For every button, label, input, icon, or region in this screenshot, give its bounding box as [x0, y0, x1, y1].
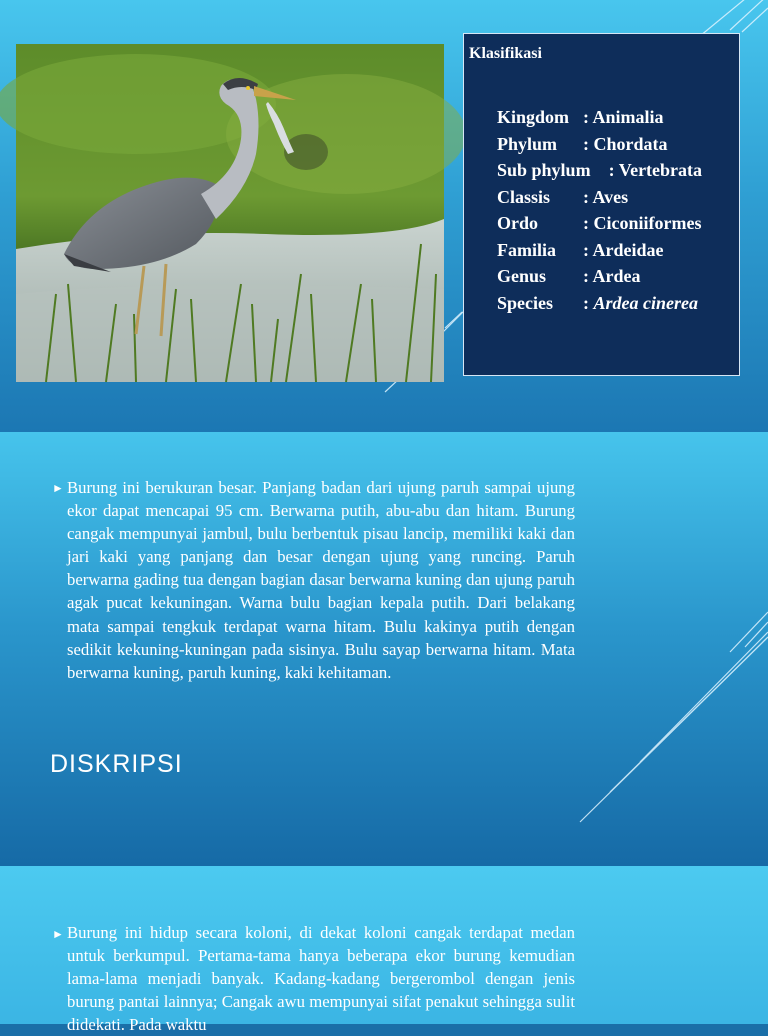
- classification-key: Sub phylum: [497, 160, 591, 180]
- slide-habitat: [0, 866, 768, 1035]
- classification-value: : Animalia: [583, 107, 664, 127]
- classification-row: [497, 157, 702, 184]
- classification-value: : Ciconiiformes: [583, 213, 702, 233]
- classification-value: : Ardeidae: [583, 239, 664, 260]
- classification-rows: [497, 104, 702, 316]
- classification-row: [497, 210, 702, 237]
- triangle-bullet-icon: ►: [52, 927, 64, 941]
- classification-value: : Ardea cinerea: [583, 292, 698, 313]
- classification-key: Species: [497, 292, 553, 313]
- classification-key: Kingdom: [497, 107, 570, 127]
- classification-key: Ordo: [497, 213, 539, 233]
- heron-photo: [16, 44, 444, 382]
- classification-row: [497, 104, 702, 131]
- classification-title: Klasifikasi: [469, 45, 542, 62]
- classification-row: [497, 131, 702, 158]
- slide-classification: [0, 0, 768, 432]
- section-heading: DISKRIPSI: [50, 750, 183, 778]
- classification-key: Phylum: [497, 133, 558, 154]
- classification-row: [497, 290, 702, 317]
- classification-row: [497, 263, 702, 290]
- triangle-bullet-icon: ►: [52, 481, 64, 495]
- classification-row: [497, 184, 702, 211]
- classification-value: : Ardea: [583, 266, 641, 286]
- classification-key: Familia: [497, 239, 556, 260]
- slide-description: [0, 432, 768, 866]
- classification-value: : Aves: [583, 186, 629, 207]
- classification-value: : Vertebrata: [608, 160, 703, 180]
- habitat-paragraph: Burung ini hidup secara koloni, di dekat koloni cangak terdapat medan untuk berkumpul. Pertama-tama hanya beberapa ekor burung kemudian lama-lama menjadi banyak. Kadang-kadang bergerombol dengan jenis burung pantai lainnya; Cangak awu mempunyai sifat penakut sehingga sulit didekati. Pada waktu: [67, 923, 575, 1035]
- classification-key: Classis: [497, 186, 551, 207]
- classification-box: [463, 33, 740, 376]
- classification-key: Genus: [497, 266, 547, 286]
- classification-row: [497, 237, 702, 264]
- description-paragraph: Burung ini berukuran besar. Panjang badan dari ujung paruh sampai ujung ekor dapat mencapai 95 cm. Berwarna putih, abu-abu dan hitam. Burung cangak mempunyai jambul, bulu berbentuk pisau lancip, memiliki kaki dan jari kaki yang panjang dan besar dengan ujung yang runcing. Paruh berwarna gading tua dengan bagian dasar berwarna kuning dan ujung paruh agak pucat kekuningan. Warna bulu bagian kepala putih. Dari belakang mata sampai tengkuk terdapat warna hitam. Bulu kakinya putih dengan sedikit kekuning-kuningan pada sisinya. Bulu sayap berwarna hitam. Mata berwarna kuning, paruh kuning, kaki kehitaman.: [67, 478, 575, 682]
- classification-value: : Chordata: [583, 133, 668, 154]
